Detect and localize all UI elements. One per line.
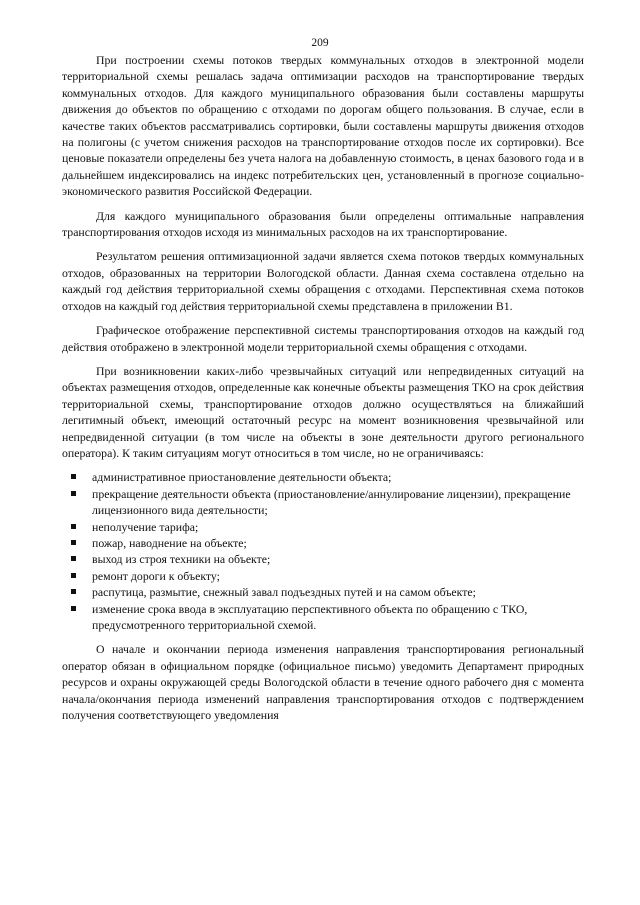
paragraph-optimization-result: Результатом решения оптимизационной задачи является схема потоков твердых коммунальных отходов, образованных на территории Вологодской области. Данная схема составлена отдельно на каждый год действия территориальной схемы обращения с отходами. Перспективная схема потоков отходов на каждый год действия территориальной схемы представлена в приложении В1. [62, 249, 584, 313]
list-item [62, 601, 584, 634]
square-bullet-icon [71, 474, 76, 479]
paragraph-notification-duty: О начале и окончании периода изменения направления транспортирования региональный оператор обязан в официальном порядке (официальное письмо) уведомить Департамент природных ресурсов и охраны окружающей среды Вологодской области в течение одного рабочего дня с момента начала/окончания периода изменений направления транспортирования отходов с подтверждением получения соответствующего уведомления [62, 642, 584, 723]
list-item-text: изменение срока ввода в эксплуатацию перспективного объекта по обращению с ТКО, предусмотренного территориальной схемой. [92, 601, 528, 632]
list-item-text: распутица, размытие, снежный завал подъездных путей и на самом объекте; [92, 585, 476, 600]
square-bullet-icon [71, 556, 76, 561]
paragraph-emergency-situations: При возникновении каких-либо чрезвычайных ситуаций или непредвиденных ситуаций на объектах размещения отходов, определенные как конечные объекты размещения ТКО на срок действия территориальной схемы, транспортирование отходов должно осуществляться на ближайший легитимный объект, имеющий остаточный ресурс на момент возникновения чрезвычайной или непредвиденной ситуации (в том числе на объекты в зоне деятельности другого регионального оператора). К таким ситуациям могут относиться в том числе, но не ограничиваясь: [62, 363, 584, 460]
paragraph-graphic-display: Графическое отображение перспективной системы транспортирования отходов на каждый год действия отображено в электронной модели территориальной схемы обращения с отходами. [62, 323, 584, 354]
list-item [62, 519, 584, 535]
list-item-text: ремонт дороги к объекту; [92, 568, 220, 583]
list-item [62, 568, 584, 584]
list-item-text: пожар, наводнение на объекте; [92, 535, 247, 550]
square-bullet-icon [71, 606, 76, 611]
square-bullet-icon [71, 540, 76, 545]
list-item [62, 535, 584, 551]
page-number: 209 [311, 37, 329, 49]
square-bullet-icon [71, 589, 76, 594]
list-item-text: выход из строя техники на объекте; [92, 552, 271, 567]
list-item [62, 584, 584, 600]
square-bullet-icon [71, 491, 76, 496]
list-item [62, 551, 584, 567]
list-item-text: неполучение тарифа; [92, 519, 199, 534]
page-body [62, 52, 584, 731]
emergency-situations-list [62, 469, 584, 633]
paragraph-waste-flow-scheme: При построении схемы потоков твердых коммунальных отходов в электронной модели территориальной схемы решалась задача оптимизации расходов на транспортирование твердых коммунальных отходов. Для каждого муниципального образования были составлены маршруты движения до объектов по обращению с отходами по дорогам общего пользования. В случае, если в качестве таких объектов рассматривались сортировки, были составлены маршруты движения отходов на полигоны (с учетом снижения расходов на транспортирование отходов после их сортировки). Все ценовые показатели определены без учета налога на добавленную стоимость, в ценах базового года и в дальнейшем индексировались на индекс потребительских цен, установленный в прогнозе социально-экономического развития Российской Федерации. [62, 53, 584, 199]
square-bullet-icon [71, 524, 76, 529]
list-item-text: прекращение деятельности объекта (приостановление/аннулирование лицензии), прекращение лицензионного вида деятельности; [92, 486, 571, 518]
list-item [62, 486, 584, 519]
list-item-text: административное приостановление деятельности объекта; [92, 470, 392, 485]
square-bullet-icon [71, 573, 76, 578]
paragraph-optimal-directions: Для каждого муниципального образования были определены оптимальные направления транспортирования отходов исходя из минимальных расходов на их транспортирование. [62, 208, 584, 240]
list-item [62, 469, 584, 485]
